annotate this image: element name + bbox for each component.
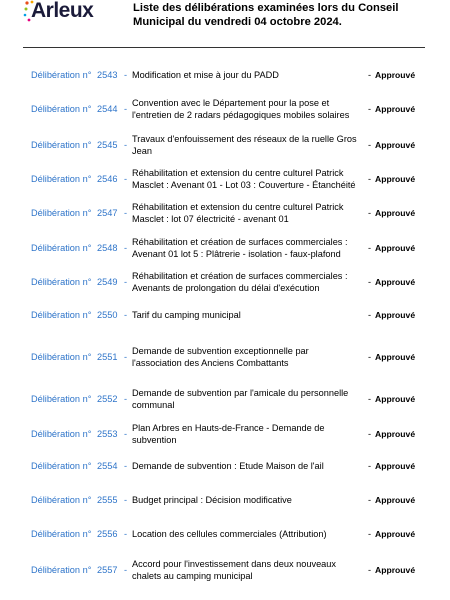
separator-dash: - [124, 173, 128, 184]
deliberation-subject: Modification et mise à jour du PADD [132, 70, 279, 80]
page-header [0, 0, 450, 48]
status-label: Approuvé [375, 173, 416, 184]
deliberation-label: Délibération n° 2543 [31, 70, 118, 80]
status-label: Approuvé [375, 242, 416, 253]
deliberation-subject: Travaux d'enfouissement des réseaux de la ruelle Gros Jean [132, 134, 357, 156]
deliberation-number: 2549 [97, 276, 118, 287]
deliberation-label: Délibération n° 2554 [31, 461, 118, 471]
deliberation-label: Délibération n° 2548 [31, 242, 118, 253]
deliberation-subject: Réhabilitation et extension du centre culturel Patrick Masclet : lot 07 électricité - avenant 01 [132, 202, 344, 224]
deliberation-number: 2556 [97, 529, 118, 539]
deliberation-label: Délibération n° 2546 [31, 173, 118, 184]
deliberation-number: 2545 [97, 139, 118, 150]
deliberation-subject: Location des cellules commerciales (Attribution) [132, 529, 327, 539]
separator-dash: - [124, 310, 128, 320]
deliberation-subject: Accord pour l'investissement dans deux nouveaux chalets au camping municipal [132, 559, 336, 581]
deliberation-number: 2553 [97, 428, 118, 439]
status-label: Approuvé [375, 310, 416, 320]
deliberation-number: 2551 [97, 351, 118, 362]
separator-dash: - [368, 103, 372, 114]
logo-text: Arleux [31, 0, 94, 22]
deliberation-subject: Budget principal : Décision modificative [132, 495, 292, 505]
status-label: Approuvé [375, 276, 416, 287]
deliberation-subject: Réhabilitation et création de surfaces commerciales : Avenants de prolongation du délai d'exécution [132, 271, 348, 293]
deliberation-subject: Réhabilitation et extension du centre culturel Patrick Masclet : Avenant 01 - Lot 03 : Couverture - Étanchéité [132, 168, 356, 190]
deliberation-label: Délibération n° 2557 [31, 564, 118, 575]
deliberation-label: Délibération n° 2545 [31, 139, 118, 150]
status-label: Approuvé [375, 495, 416, 505]
separator-dash: - [124, 351, 128, 362]
header-divider [23, 47, 425, 48]
separator-dash: - [368, 276, 372, 287]
deliberation-number: 2543 [97, 70, 118, 80]
deliberation-subject: Réhabilitation et création de surfaces commerciales : Avenant 01 lot 5 : Plâtrerie - isolation - faux-plafond [132, 237, 348, 259]
deliberation-label: Délibération n° 2547 [31, 207, 118, 218]
deliberation-label: Délibération n° 2552 [31, 393, 118, 404]
separator-dash: - [124, 564, 128, 575]
status-label: Approuvé [375, 103, 416, 114]
deliberation-label: Délibération n° 2549 [31, 276, 118, 287]
separator-dash: - [368, 70, 372, 80]
separator-dash: - [368, 461, 372, 471]
separator-dash: - [368, 310, 372, 320]
deliberation-label: Délibération n° 2556 [31, 529, 118, 539]
deliberation-number: 2547 [97, 207, 118, 218]
deliberation-number: 2554 [97, 461, 118, 471]
deliberation-label: Délibération n° 2553 [31, 428, 118, 439]
deliberation-label: Délibération n° 2550 [31, 310, 118, 320]
separator-dash: - [368, 351, 372, 362]
separator-dash: - [368, 495, 372, 505]
status-label: Approuvé [375, 70, 416, 80]
separator-dash: - [124, 207, 128, 218]
separator-dash: - [124, 242, 128, 253]
separator-dash: - [368, 564, 372, 575]
separator-dash: - [124, 428, 128, 439]
status-label: Approuvé [375, 207, 416, 218]
separator-dash: - [368, 242, 372, 253]
deliberation-number: 2557 [97, 564, 118, 575]
status-label: Approuvé [375, 393, 416, 404]
status-label: Approuvé [375, 351, 416, 362]
deliberation-number: 2544 [97, 103, 118, 114]
separator-dash: - [124, 139, 128, 150]
deliberation-number: 2550 [97, 310, 118, 320]
deliberation-number: 2552 [97, 393, 118, 404]
separator-dash: - [124, 103, 128, 114]
deliberation-label: Délibération n° 2555 [31, 495, 118, 505]
deliberation-subject: Tarif du camping municipal [132, 310, 241, 320]
deliberation-subject: Plan Arbres en Hauts-de-France - Demande de subvention [132, 423, 325, 445]
status-label: Approuvé [375, 139, 416, 150]
deliberation-label: Délibération n° 2551 [31, 351, 118, 362]
deliberation-subject: Convention avec le Département pour la pose et l'entretien de 2 radars pédagogiques mobiles solaires [132, 98, 350, 120]
separator-dash: - [368, 139, 372, 150]
separator-dash: - [124, 276, 128, 287]
separator-dash: - [368, 393, 372, 404]
separator-dash: - [368, 173, 372, 184]
arleux-logo [23, 0, 105, 26]
page-title: Liste des délibérations examinées lors du Conseil Municipal du vendredi 04 octobre 2024. [133, 2, 399, 28]
deliberation-subject: Demande de subvention : Etude Maison de l'ail [132, 461, 324, 471]
status-label: Approuvé [375, 461, 416, 471]
deliberation-number: 2555 [97, 495, 118, 505]
status-label: Approuvé [375, 529, 416, 539]
deliberation-number: 2548 [97, 242, 118, 253]
separator-dash: - [124, 529, 128, 539]
separator-dash: - [368, 428, 372, 439]
deliberation-subject: Demande de subvention par l'amicale du personnelle communal [132, 388, 349, 410]
separator-dash: - [124, 495, 128, 505]
deliberation-number: 2546 [97, 173, 118, 184]
separator-dash: - [368, 207, 372, 218]
separator-dash: - [124, 461, 128, 471]
status-label: Approuvé [375, 428, 416, 439]
deliberation-subject: Demande de subvention exceptionnelle par l'association des Anciens Combattants [132, 346, 309, 368]
status-label: Approuvé [375, 564, 416, 575]
separator-dash: - [124, 70, 128, 80]
deliberation-label: Délibération n° 2544 [31, 103, 118, 114]
separator-dash: - [124, 393, 128, 404]
separator-dash: - [368, 529, 372, 539]
